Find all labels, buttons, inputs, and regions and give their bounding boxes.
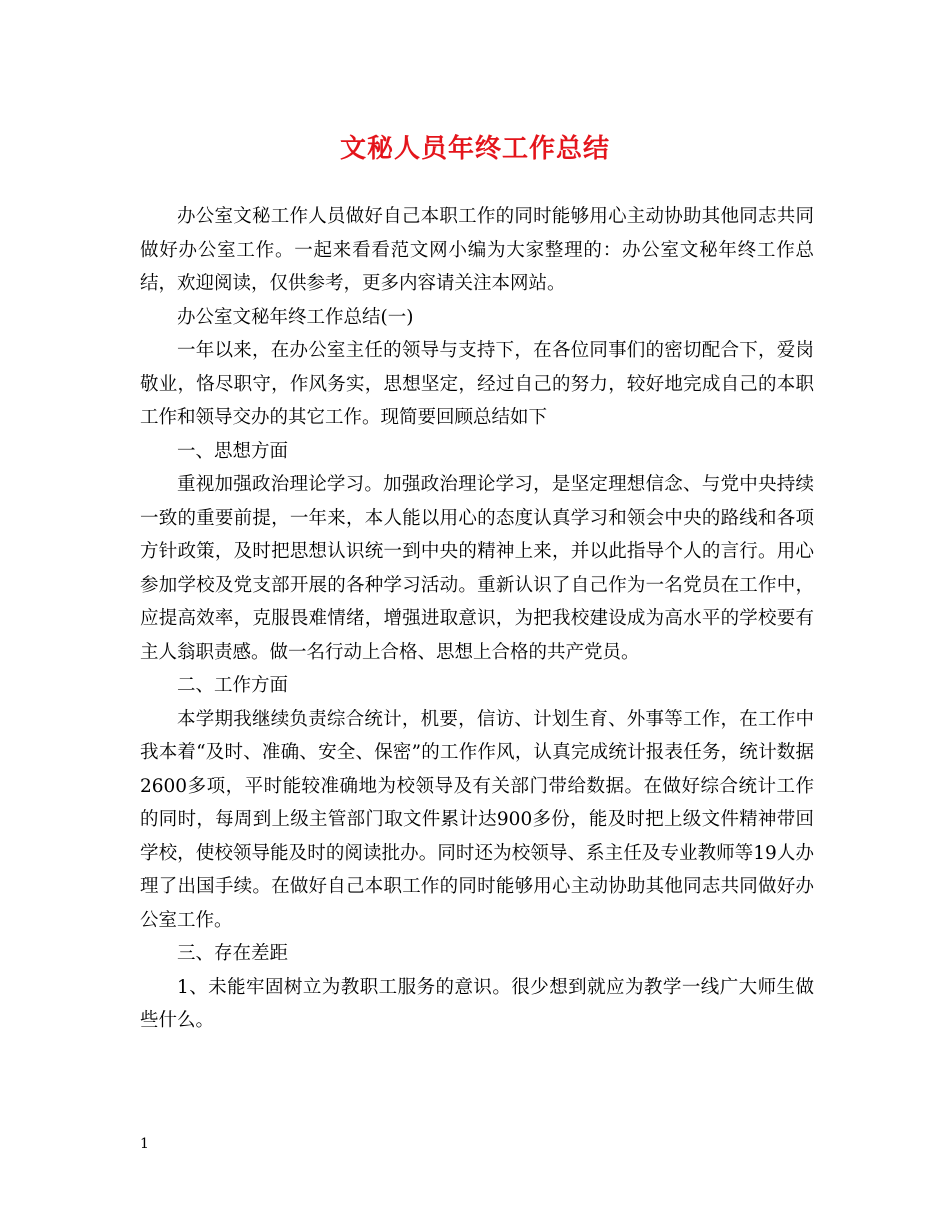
- document-body: [140, 200, 814, 1038]
- section-heading-summary-one: 办公室文秘年终工作总结(一): [177, 306, 414, 328]
- section-heading-work: 二、工作方面: [177, 675, 289, 696]
- thought-paragraph: 重视加强政治理论学习。加强政治理论学习，是坚定理想信念、与党中央持续一致的重要前提，一年来，本人能以用心的态度认真学习和领会中央的路线和各项方针政策，及时把思想认识统一到中央的精神上来，并以此指导个人的言行。用心参加学校及党支部开展的各种学习活动。重新认识了自己作为一名党员在工作中，应提高效率，克服畏难情绪，增强进取意识，为把我校建设成为高水平的学校要有主人翁职责感。做一名行动上合格、思想上合格的共产党员。: [140, 474, 814, 663]
- page-number: 1: [140, 1136, 149, 1152]
- overview-paragraph: 一年以来，在办公室主任的领导与支持下，在各位同事们的密切配合下，爱岗敬业，恪尽职守，作风务实，思想坚定，经过自己的努力，较好地完成自己的本职工作和领导交办的其它工作。现简要回顾总结如下: [140, 340, 814, 428]
- section-heading-gaps: 三、存在差距: [177, 943, 289, 964]
- gaps-item-1: 1、未能牢固树立为教职工服务的意识。很少想到就应为教学一线广大师生做些什么。: [140, 976, 814, 1031]
- section-heading-thought: 一、思想方面: [177, 440, 289, 462]
- work-paragraph: 本学期我继续负责综合统计，机要，信访、计划生育、外事等工作，在工作中我本着“及时、准确、安全、保密”的工作作风，认真完成统计报表任务，统计数据2600多项，平时能较准确地为校领导及有关部门带给数据。在做好综合统计工作的同时，每周到上级主管部门取文件累计达900多份，能及时把上级文件精神带回学校，使校领导能及时的阅读批办。同时还为校领导、系主任及专业教师等19人办理了出国手续。在做好自己本职工作的同时能够用心主动协助其他同志共同做好办公室工作。: [140, 708, 814, 931]
- intro-paragraph: 办公室文秘工作人员做好自己本职工作的同时能够用心主动协助其他同志共同做好办公室工作。一起来看看范文网小编为大家整理的：办公室文秘年终工作总结，欢迎阅读，仅供参考，更多内容请关注本网站。: [140, 206, 814, 294]
- document-title: 文秘人员年终工作总结: [339, 134, 610, 164]
